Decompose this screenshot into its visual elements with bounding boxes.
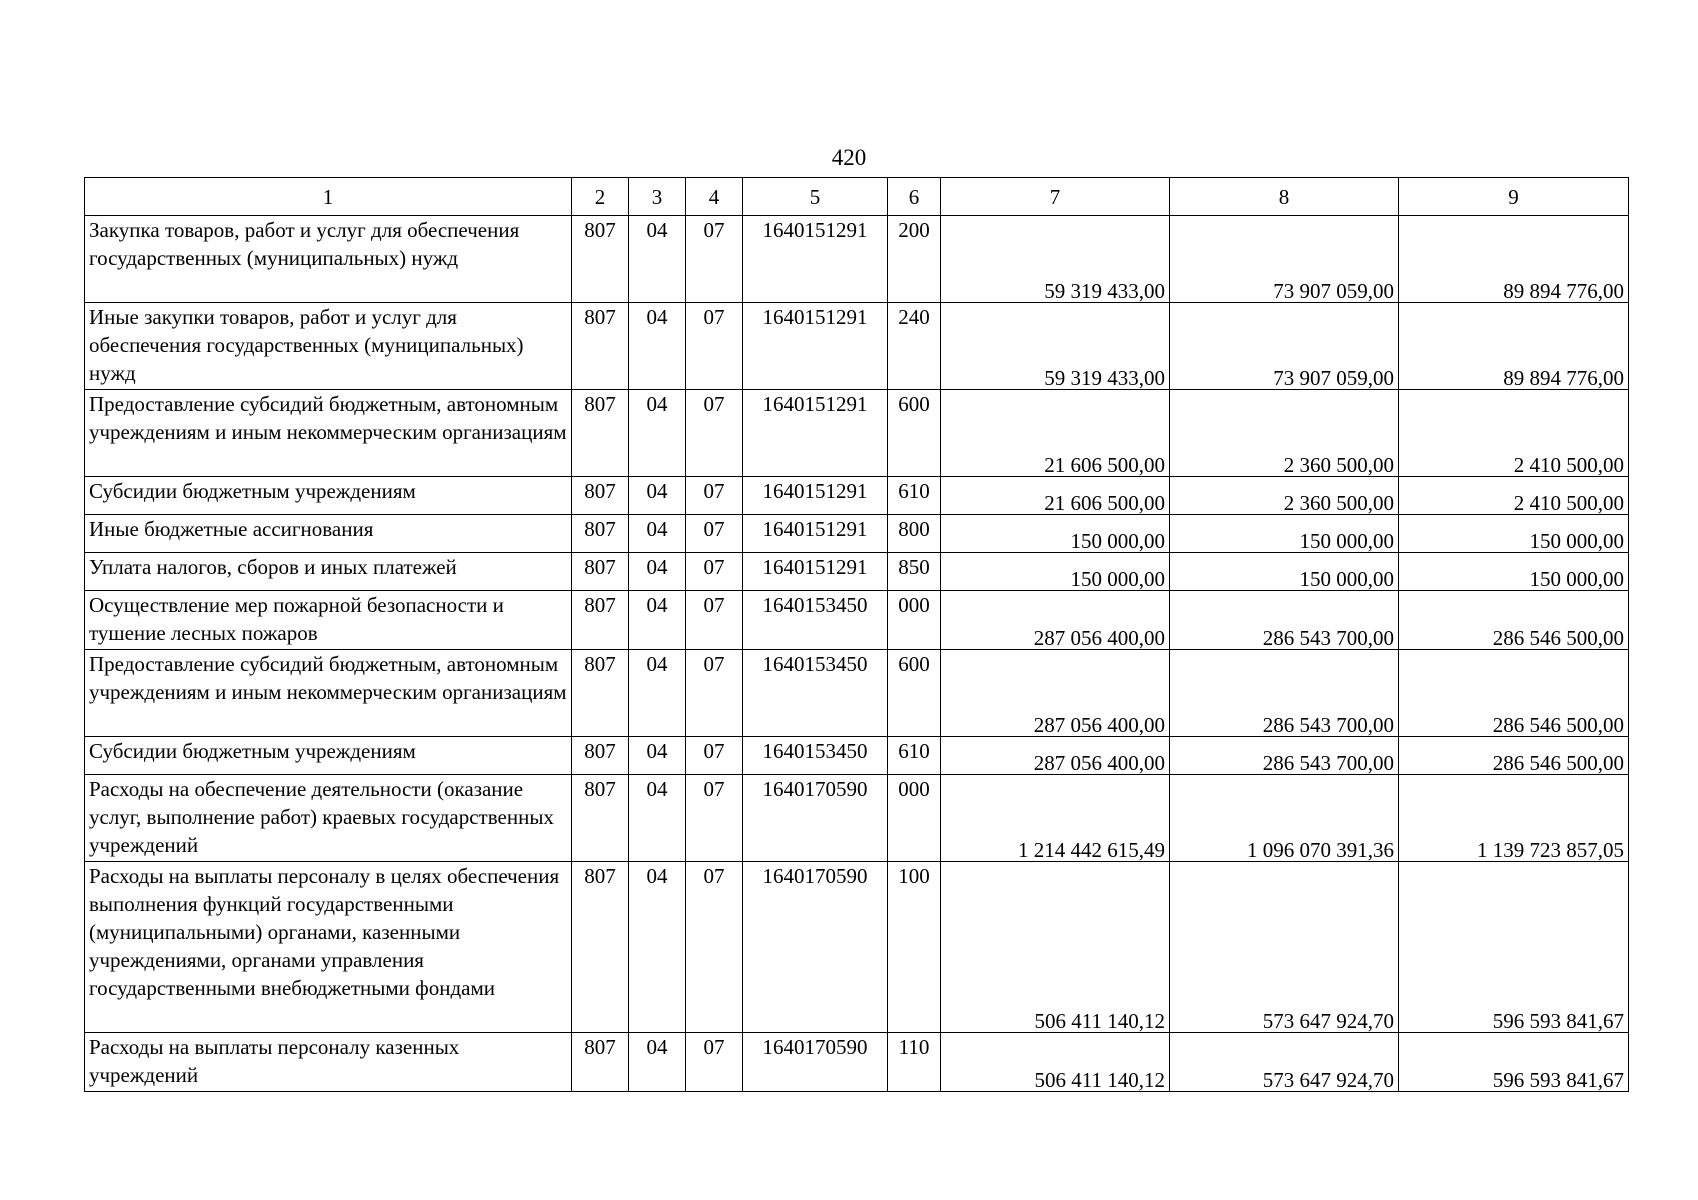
code-cell: 1640151291 <box>743 553 888 591</box>
amount-value: 286 543 700,00 <box>1262 626 1394 650</box>
amount-cell <box>1399 650 1629 737</box>
row-name-cell: Осуществление мер пожарной безопасности и тушение лесных пожаров <box>85 591 572 650</box>
row-name-cell: Закупка товаров, работ и услуг для обеспечения государственных (муниципальных) нужд <box>85 216 572 303</box>
amount-value: 506 411 140,12 <box>1034 1009 1165 1033</box>
amount-cell <box>941 515 1170 553</box>
row-name-cell: Предоставление субсидий бюджетным, автономным учреждениям и иным некоммерческим организациям <box>85 390 572 477</box>
amount-cell <box>941 477 1170 515</box>
amount-value: 2 410 500,00 <box>1513 453 1624 477</box>
code-cell: 1640151291 <box>743 477 888 515</box>
amount-value: 1 214 442 615,49 <box>1018 838 1165 862</box>
amount-cell <box>1399 303 1629 390</box>
code-cell: 1640153450 <box>743 737 888 775</box>
table-row <box>85 591 1629 650</box>
amount-value: 59 319 433,00 <box>1044 366 1165 390</box>
code-cell: 807 <box>572 216 629 303</box>
code-cell: 1640151291 <box>743 390 888 477</box>
amount-cell <box>941 216 1170 303</box>
amount-cell <box>1170 737 1399 775</box>
code-cell: 07 <box>686 862 743 1033</box>
amount-cell <box>941 1033 1170 1092</box>
amount-value: 89 894 776,00 <box>1503 366 1624 390</box>
amount-cell <box>941 553 1170 591</box>
code-cell: 07 <box>686 477 743 515</box>
code-cell: 807 <box>572 591 629 650</box>
amount-cell <box>1399 515 1629 553</box>
amount-cell <box>1170 862 1399 1033</box>
amount-value: 150 000,00 <box>1299 567 1394 591</box>
amount-value: 21 606 500,00 <box>1044 491 1165 515</box>
row-name-cell: Предоставление субсидий бюджетным, автономным учреждениям и иным некоммерческим организациям <box>85 650 572 737</box>
amount-cell <box>1399 862 1629 1033</box>
amount-cell <box>1399 390 1629 477</box>
code-cell: 07 <box>686 591 743 650</box>
code-cell: 110 <box>888 1033 941 1092</box>
code-cell: 807 <box>572 862 629 1033</box>
table-row <box>85 862 1629 1033</box>
amount-value: 506 411 140,12 <box>1034 1068 1165 1092</box>
table-row <box>85 303 1629 390</box>
code-cell: 000 <box>888 775 941 862</box>
amount-value: 287 056 400,00 <box>1033 713 1165 737</box>
row-name-cell: Иные закупки товаров, работ и услуг для обеспечения государственных (муниципальных) нужд <box>85 303 572 390</box>
amount-value: 286 546 500,00 <box>1492 751 1624 775</box>
amount-value: 21 606 500,00 <box>1044 453 1165 477</box>
table-row <box>85 515 1629 553</box>
amount-value: 150 000,00 <box>1070 529 1165 553</box>
amount-cell <box>1170 390 1399 477</box>
code-cell: 807 <box>572 303 629 390</box>
code-cell: 1640170590 <box>743 775 888 862</box>
code-cell: 07 <box>686 515 743 553</box>
code-cell: 807 <box>572 775 629 862</box>
code-cell: 807 <box>572 553 629 591</box>
code-cell: 1640151291 <box>743 303 888 390</box>
table-body <box>85 178 1629 1092</box>
column-header: 6 <box>888 178 941 216</box>
row-name-cell: Расходы на выплаты персоналу в целях обеспечения выполнения функций государственными (муниципальными) органами, казенными учреждениями, органами управления государственными внебюджетными фондами <box>85 862 572 1033</box>
code-cell: 04 <box>629 650 686 737</box>
budget-table <box>84 177 1629 1092</box>
column-header: 3 <box>629 178 686 216</box>
code-cell: 800 <box>888 515 941 553</box>
code-cell: 04 <box>629 591 686 650</box>
code-cell: 807 <box>572 390 629 477</box>
amount-value: 2 410 500,00 <box>1513 491 1624 515</box>
amount-value: 150 000,00 <box>1299 529 1394 553</box>
amount-value: 287 056 400,00 <box>1033 626 1165 650</box>
code-cell: 04 <box>629 390 686 477</box>
row-name-cell: Субсидии бюджетным учреждениям <box>85 477 572 515</box>
amount-value: 150 000,00 <box>1070 567 1165 591</box>
row-name-cell: Расходы на обеспечение деятельности (оказание услуг, выполнение работ) краевых государственных учреждений <box>85 775 572 862</box>
code-cell: 100 <box>888 862 941 1033</box>
amount-value: 573 647 924,70 <box>1262 1068 1394 1092</box>
amount-cell <box>1399 1033 1629 1092</box>
amount-cell <box>1399 737 1629 775</box>
amount-value: 73 907 059,00 <box>1273 366 1394 390</box>
code-cell: 04 <box>629 737 686 775</box>
page-number: 420 <box>831 145 867 170</box>
column-header: 5 <box>743 178 888 216</box>
code-cell: 600 <box>888 390 941 477</box>
table-row <box>85 553 1629 591</box>
amount-value: 1 139 723 857,05 <box>1477 838 1624 862</box>
amount-value: 596 593 841,67 <box>1492 1009 1624 1033</box>
amount-value: 286 546 500,00 <box>1492 713 1624 737</box>
code-cell: 1640151291 <box>743 216 888 303</box>
amount-cell <box>1399 591 1629 650</box>
amount-value: 573 647 924,70 <box>1262 1009 1394 1033</box>
amount-cell <box>941 862 1170 1033</box>
table-row <box>85 390 1629 477</box>
code-cell: 1640170590 <box>743 1033 888 1092</box>
amount-value: 287 056 400,00 <box>1033 751 1165 775</box>
code-cell: 04 <box>629 775 686 862</box>
column-header: 1 <box>85 178 572 216</box>
code-cell: 07 <box>686 553 743 591</box>
amount-value: 59 319 433,00 <box>1044 279 1165 303</box>
code-cell: 07 <box>686 390 743 477</box>
code-cell: 807 <box>572 515 629 553</box>
column-header: 7 <box>941 178 1170 216</box>
amount-cell <box>1170 303 1399 390</box>
amount-value: 150 000,00 <box>1529 567 1624 591</box>
amount-cell <box>1170 216 1399 303</box>
code-cell: 04 <box>629 553 686 591</box>
amount-cell <box>1399 477 1629 515</box>
code-cell: 1640151291 <box>743 515 888 553</box>
code-cell: 04 <box>629 477 686 515</box>
amount-cell <box>1170 553 1399 591</box>
code-cell: 000 <box>888 591 941 650</box>
amount-value: 2 360 500,00 <box>1283 491 1394 515</box>
code-cell: 07 <box>686 1033 743 1092</box>
amount-cell <box>1170 591 1399 650</box>
amount-cell <box>1170 477 1399 515</box>
code-cell: 1640153450 <box>743 591 888 650</box>
code-cell: 1640153450 <box>743 650 888 737</box>
row-name-cell: Иные бюджетные ассигнования <box>85 515 572 553</box>
table-row <box>85 775 1629 862</box>
code-cell: 807 <box>572 737 629 775</box>
table-row <box>85 650 1629 737</box>
amount-cell <box>941 737 1170 775</box>
amount-cell <box>1399 775 1629 862</box>
table-row <box>85 1033 1629 1092</box>
amount-cell <box>1399 553 1629 591</box>
amount-cell <box>941 650 1170 737</box>
code-cell: 610 <box>888 477 941 515</box>
amount-value: 1 096 070 391,36 <box>1247 838 1394 862</box>
code-cell: 07 <box>686 737 743 775</box>
amount-cell <box>941 390 1170 477</box>
amount-cell <box>1399 216 1629 303</box>
amount-cell <box>941 591 1170 650</box>
code-cell: 807 <box>572 650 629 737</box>
amount-value: 286 546 500,00 <box>1492 626 1624 650</box>
row-name-cell: Субсидии бюджетным учреждениям <box>85 737 572 775</box>
amount-cell <box>1170 515 1399 553</box>
column-header: 2 <box>572 178 629 216</box>
amount-cell <box>1170 1033 1399 1092</box>
code-cell: 04 <box>629 515 686 553</box>
column-header: 9 <box>1399 178 1629 216</box>
code-cell: 07 <box>686 775 743 862</box>
table-row <box>85 477 1629 515</box>
amount-value: 89 894 776,00 <box>1503 279 1624 303</box>
code-cell: 807 <box>572 477 629 515</box>
row-name-cell: Уплата налогов, сборов и иных платежей <box>85 553 572 591</box>
code-cell: 610 <box>888 737 941 775</box>
code-cell: 07 <box>686 303 743 390</box>
amount-cell <box>1170 775 1399 862</box>
code-cell: 240 <box>888 303 941 390</box>
amount-value: 596 593 841,67 <box>1492 1068 1624 1092</box>
code-cell: 07 <box>686 650 743 737</box>
amount-value: 286 543 700,00 <box>1262 713 1394 737</box>
amount-value: 286 543 700,00 <box>1262 751 1394 775</box>
column-header: 4 <box>686 178 743 216</box>
amount-cell <box>941 303 1170 390</box>
table-row <box>85 737 1629 775</box>
code-cell: 04 <box>629 303 686 390</box>
amount-value: 73 907 059,00 <box>1273 279 1394 303</box>
header-row <box>85 178 1629 216</box>
code-cell: 600 <box>888 650 941 737</box>
table-row <box>85 216 1629 303</box>
amount-value: 150 000,00 <box>1529 529 1624 553</box>
amount-cell <box>941 775 1170 862</box>
code-cell: 1640170590 <box>743 862 888 1033</box>
amount-cell <box>1170 650 1399 737</box>
code-cell: 807 <box>572 1033 629 1092</box>
code-cell: 850 <box>888 553 941 591</box>
row-name-cell: Расходы на выплаты персоналу казенных учреждений <box>85 1033 572 1092</box>
code-cell: 04 <box>629 862 686 1033</box>
column-header: 8 <box>1170 178 1399 216</box>
amount-value: 2 360 500,00 <box>1283 453 1394 477</box>
code-cell: 07 <box>686 216 743 303</box>
code-cell: 04 <box>629 1033 686 1092</box>
code-cell: 200 <box>888 216 941 303</box>
code-cell: 04 <box>629 216 686 303</box>
